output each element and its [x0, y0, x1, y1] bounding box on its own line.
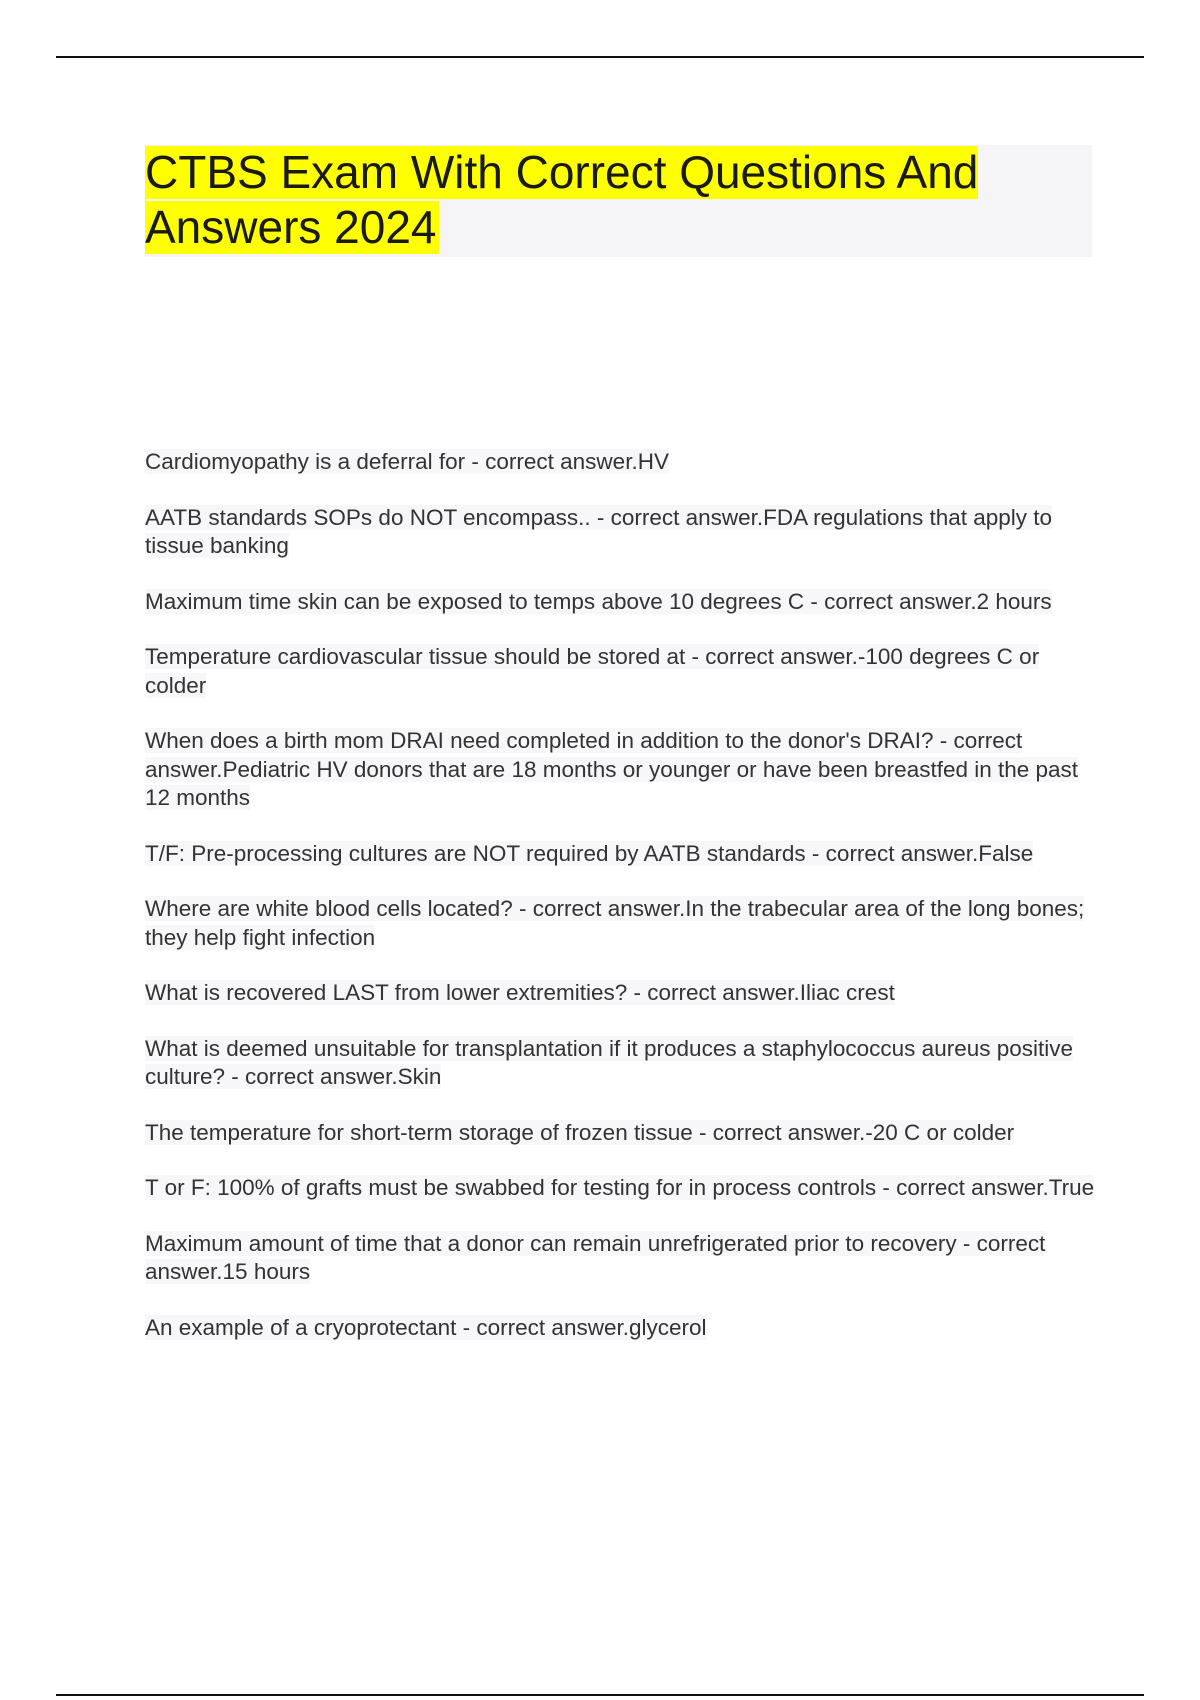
qa-text: An example of a cryoprotectant - correct answer.glycerol	[145, 1314, 707, 1340]
qa-item	[145, 1314, 1095, 1343]
qa-text: What is recovered LAST from lower extremities? - correct answer.Iliac crest	[145, 980, 895, 1005]
qa-item	[145, 504, 1095, 561]
qa-item	[145, 979, 1095, 1008]
qa-item	[145, 895, 1095, 952]
qa-item	[145, 1119, 1095, 1148]
qa-item	[145, 643, 1095, 700]
qa-item	[145, 448, 1095, 477]
qa-text: T or F: 100% of grafts must be swabbed for testing for in process controls - correct answer.True	[145, 1175, 1095, 1200]
qa-text: The temperature for short-term storage of frozen tissue - correct answer.-20 C or colder	[145, 1119, 1015, 1145]
qa-text: Where are white blood cells located? - correct answer.In the trabecular area of the long bones; they help fight infection	[145, 896, 1085, 950]
qa-text: Temperature cardiovascular tissue should be stored at - correct answer.-100 degrees C or colder	[145, 644, 1040, 698]
qa-text: Cardiomyopathy is a deferral for - correct answer.HV	[145, 449, 669, 474]
qa-text: What is deemed unsuitable for transplantation if it produces a staphylococcus aureus positive culture? - correct answer.Skin	[145, 1035, 1074, 1089]
qa-text: T/F: Pre-processing cultures are NOT required by AATB standards - correct answer.False	[145, 840, 1034, 866]
document-title	[145, 145, 1092, 255]
title-highlight: CTBS Exam With Correct Questions And Answers 2024	[145, 146, 979, 253]
qa-item	[145, 1230, 1095, 1287]
top-rule	[56, 56, 1144, 58]
qa-item	[145, 727, 1095, 813]
title-block	[145, 145, 1092, 257]
qa-text: When does a birth mom DRAI need completed in addition to the donor's DRAI? - correct answer.Pediatric HV donors that are 18 months or younger or have been breastfed in the past 12 months	[145, 728, 1079, 810]
qa-text: AATB standards SOPs do NOT encompass.. - correct answer.FDA regulations that apply to tissue banking	[145, 504, 1053, 558]
qa-text: Maximum amount of time that a donor can remain unrefrigerated prior to recovery - correct answer.15 hours	[145, 1230, 1046, 1284]
qa-list	[145, 448, 1095, 1369]
qa-text: Maximum time skin can be exposed to temps above 10 degrees C - correct answer.2 hours	[145, 588, 1052, 614]
qa-item	[145, 588, 1095, 617]
qa-item	[145, 1035, 1095, 1092]
bottom-rule	[56, 1694, 1144, 1696]
qa-item	[145, 840, 1095, 869]
qa-item	[145, 1174, 1095, 1203]
